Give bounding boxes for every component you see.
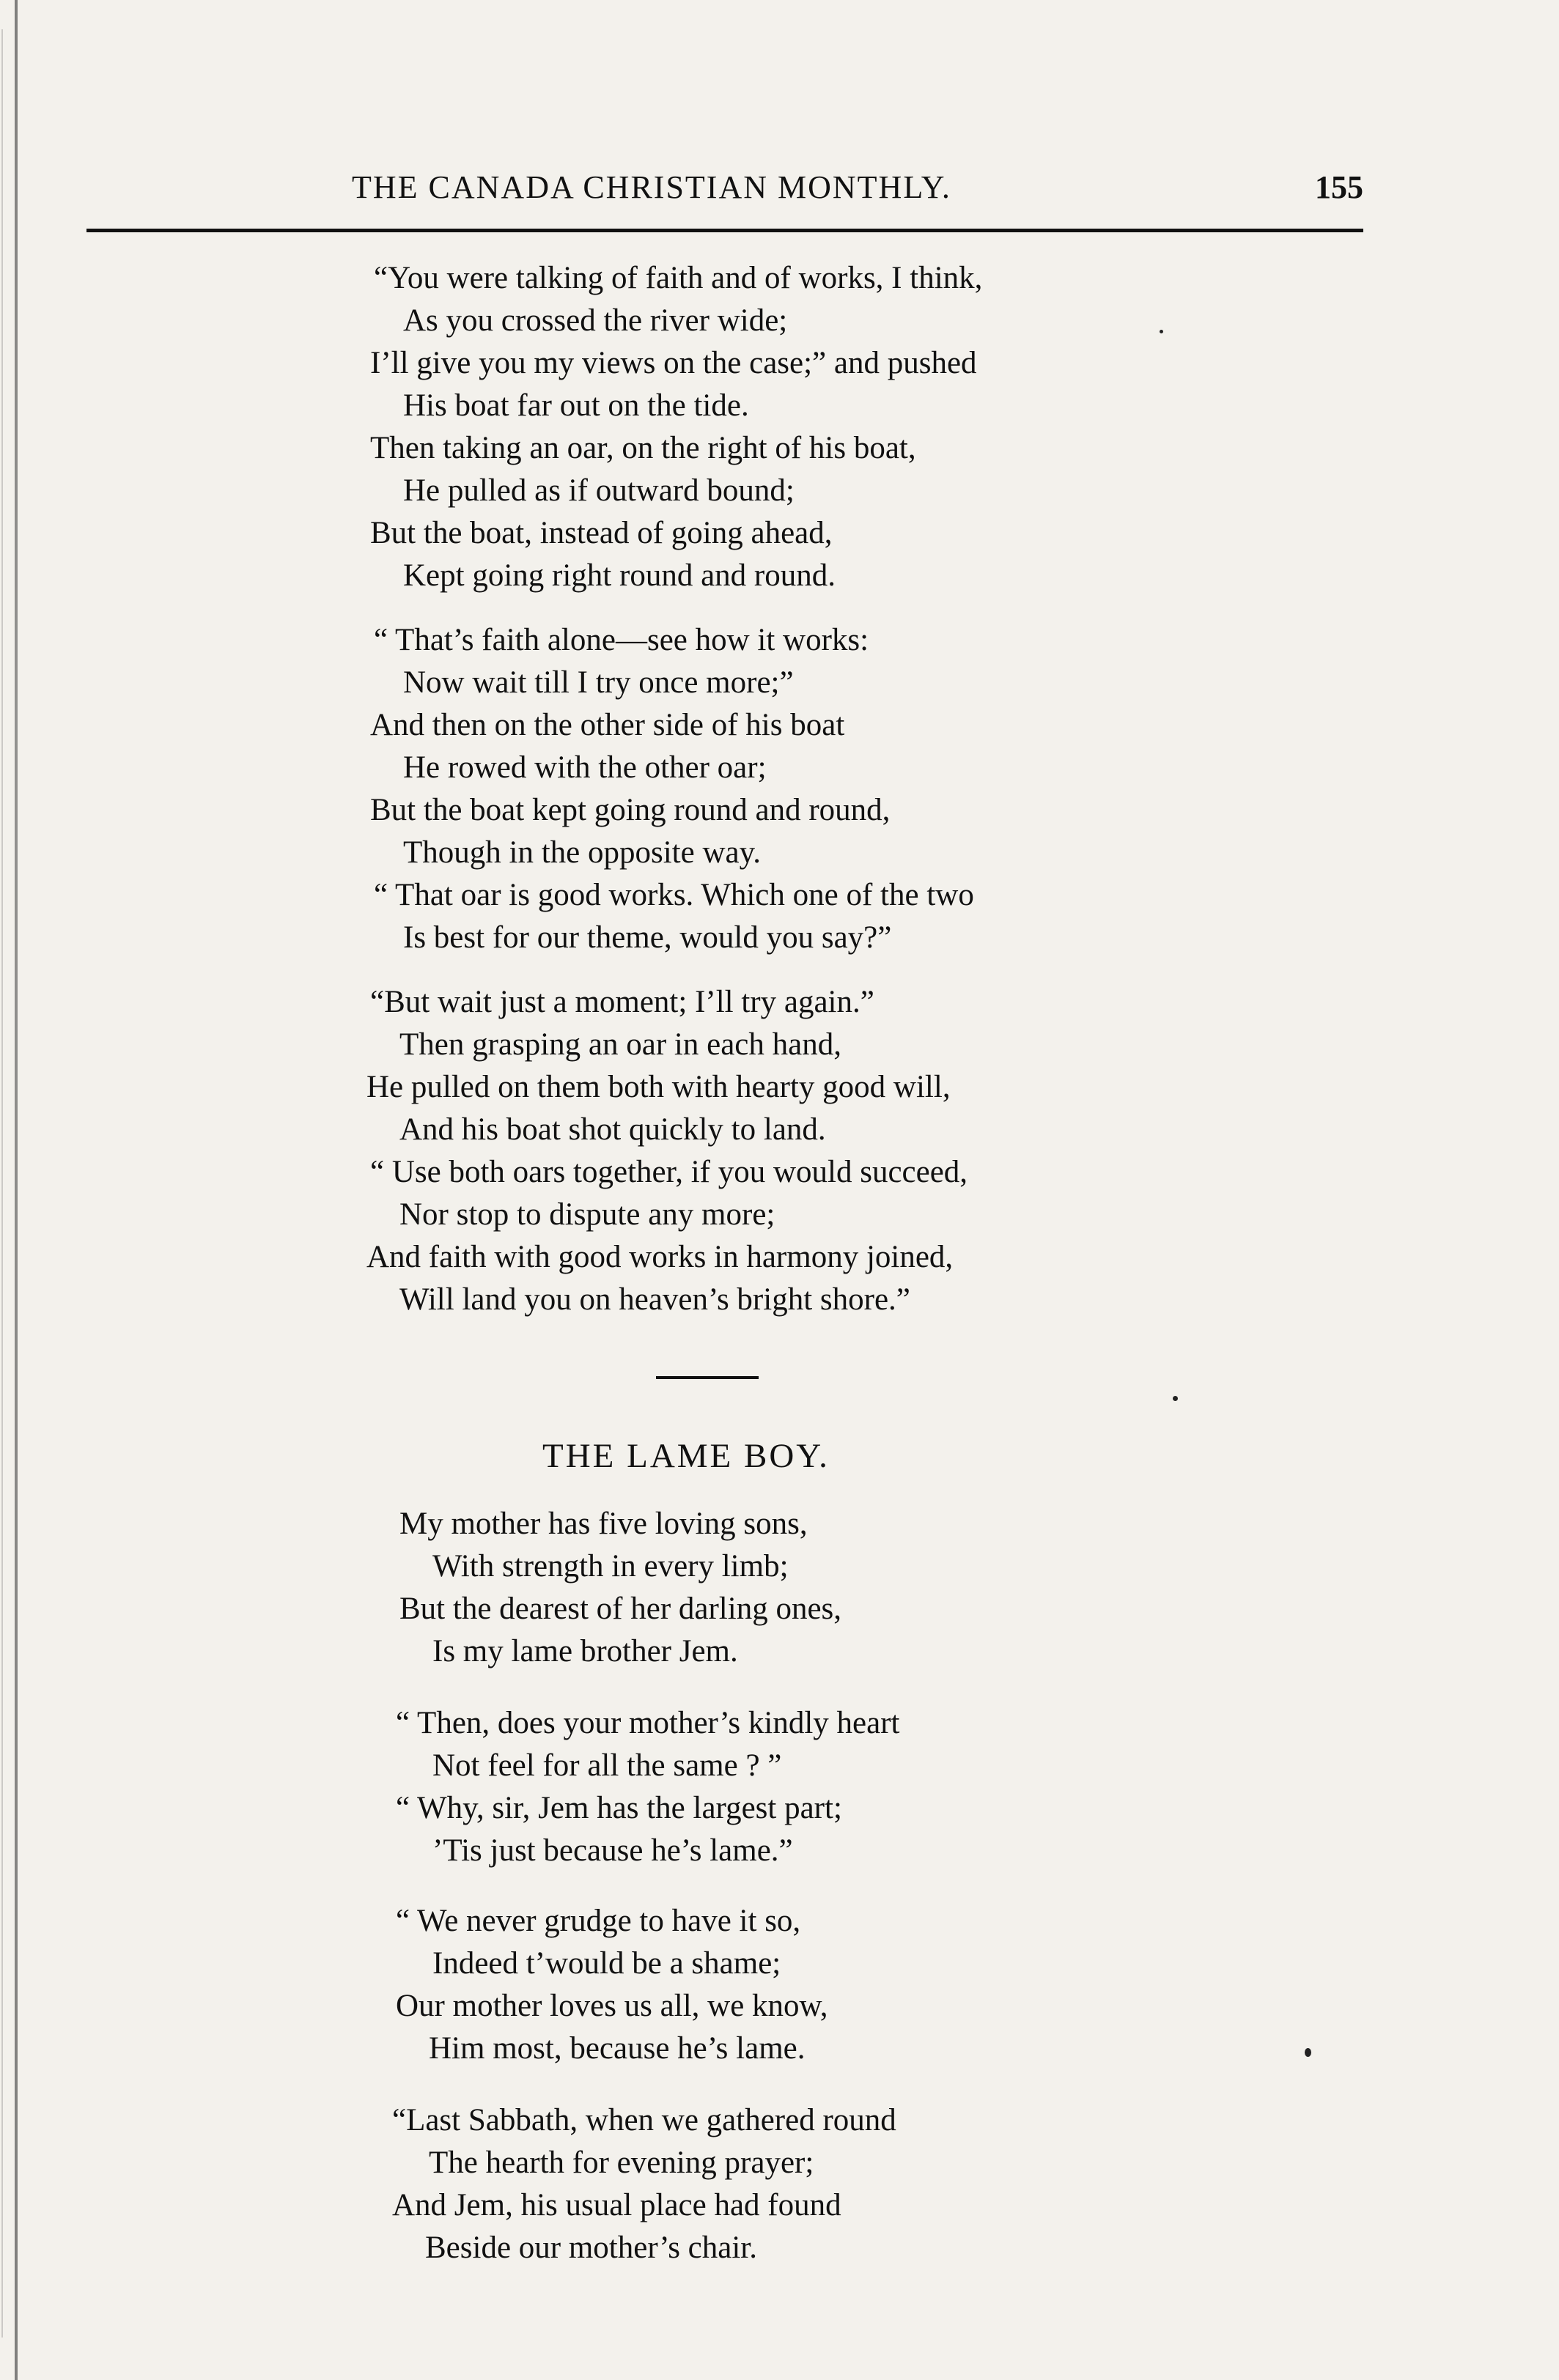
poem-line: “ Why, sir, Jem has the largest part; (396, 1791, 842, 1825)
poem-line: “ That’s faith alone—see how it works: (374, 623, 869, 657)
poem-line: I’ll give you my views on the case;” and pushed (370, 346, 977, 380)
poem-line: He pulled as if outward bound; (403, 473, 795, 508)
poem-line: As you crossed the river wide; (403, 303, 788, 338)
poem-line: He rowed with the other oar; (403, 750, 767, 785)
poem-line: “ Then, does your mother’s kindly heart (396, 1706, 900, 1740)
print-speck (1160, 330, 1163, 333)
poem-line: And his boat shot quickly to land. (399, 1112, 826, 1147)
poem-line: Is my lame brother Jem. (432, 1634, 738, 1668)
binding-edge (15, 0, 18, 2380)
poem-line: “You were talking of faith and of works, I think, (374, 261, 983, 295)
poem-line: The hearth for evening prayer; (429, 2146, 814, 2180)
poem-line: “ Use both oars together, if you would succeed, (370, 1155, 968, 1189)
poem-line: He pulled on them both with hearty good will, (366, 1070, 951, 1104)
poem-line: Is best for our theme, would you say?” (403, 920, 892, 955)
page-header (352, 169, 1363, 212)
poem-line: And then on the other side of his boat (370, 708, 845, 742)
poem-line: “Last Sabbath, when we gathered round (392, 2103, 896, 2137)
poem-line: Though in the opposite way. (403, 835, 762, 870)
poem-line: Beside our mother’s chair. (425, 2231, 757, 2265)
poem-line: And Jem, his usual place had found (392, 2188, 841, 2222)
poem-line: Nor stop to dispute any more; (399, 1197, 775, 1232)
poem-line: My mother has five loving sons, (399, 1507, 808, 1541)
poem-line: His boat far out on the tide. (403, 388, 749, 423)
header-rule (86, 229, 1363, 232)
poem-line: “ We never grudge to have it so, (396, 1904, 801, 1938)
section-title: THE LAME BOY. (542, 1437, 830, 1475)
poem-line: But the boat kept going round and round, (370, 793, 891, 827)
print-speck (1305, 2048, 1311, 2057)
poem-line: Our mother loves us all, we know, (396, 1989, 828, 2023)
poem-line: “ That oar is good works. Which one of the two (374, 878, 974, 912)
poem-line: Now wait till I try once more;” (403, 665, 794, 700)
poem-line: Then taking an oar, on the right of his boat, (370, 431, 916, 465)
binding-shadow (1, 29, 3, 2338)
poem-line: But the dearest of her darling ones, (399, 1592, 842, 1626)
poem-line: Kept going right round and round. (403, 558, 836, 593)
print-speck (1173, 1396, 1178, 1401)
poem-line: ’Tis just because he’s lame.” (432, 1833, 793, 1868)
page-number: 155 (1315, 169, 1363, 205)
poem-line: “But wait just a moment; I’ll try again.” (370, 985, 874, 1019)
poem-line: But the boat, instead of going ahead, (370, 516, 833, 550)
poem-line: And faith with good works in harmony joined, (366, 1240, 954, 1274)
poem-line: Indeed t’would be a shame; (432, 1946, 781, 1981)
poem-line: Not feel for all the same ? ” (432, 1748, 782, 1783)
section-divider (656, 1376, 759, 1379)
poem-line: Him most, because he’s lame. (429, 2031, 806, 2066)
poem-line: Will land you on heaven’s bright shore.” (399, 1282, 910, 1317)
poem-line: With strength in every limb; (432, 1549, 789, 1583)
poem-line: Then grasping an oar in each hand, (399, 1027, 841, 1062)
running-title: THE CANADA CHRISTIAN MONTHLY. (352, 169, 951, 205)
